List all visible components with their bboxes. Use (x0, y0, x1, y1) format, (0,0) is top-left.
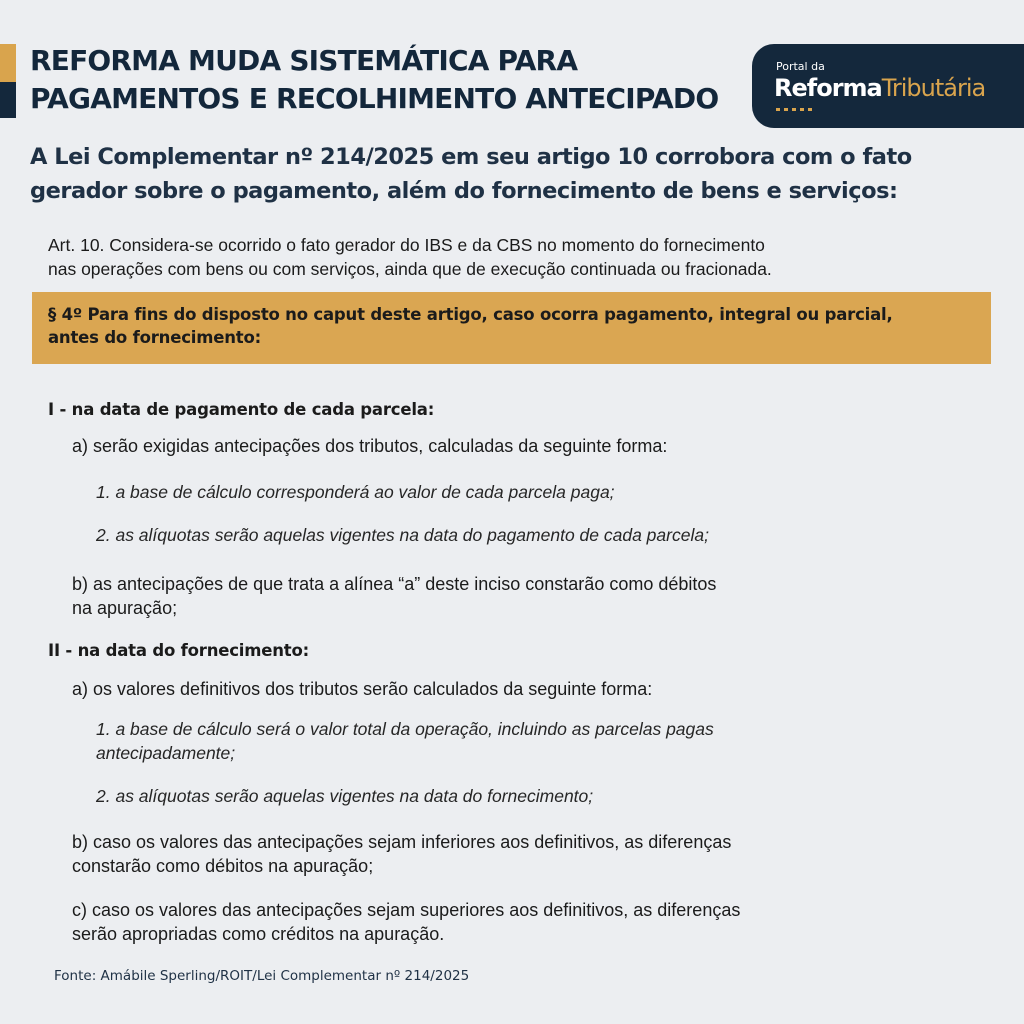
inciso-2-item-2: 2. as alíquotas serão aquelas vigentes na data do fornecimento; (96, 786, 594, 806)
logo-word-tributaria: Tributária (881, 74, 986, 102)
inciso-1-alinea-b-line2: na apuração; (72, 598, 178, 618)
inciso-2-alinea-c (72, 898, 740, 946)
logo-wordmark (774, 74, 985, 102)
inciso-2-alinea-b-line1: b) caso os valores das antecipações sejam inferiores aos definitivos, as diferenças (72, 832, 732, 852)
inciso-2-alinea-a: a) os valores definitivos dos tributos serão calculados da seguinte forma: (72, 679, 653, 699)
inciso-1-alinea-a: a) serão exigidas antecipações dos tributos, calculadas da seguinte forma: (72, 436, 668, 456)
subtitle-line1: A Lei Complementar nº 214/2025 em seu artigo 10 corrobora com o fato (30, 144, 912, 170)
portal-logo (752, 44, 1024, 128)
logo-word-reforma: Reforma (774, 74, 882, 102)
article-10-text (48, 233, 968, 281)
source-credit: Fonte: Amábile Sperling/ROIT/Lei Complementar nº 214/2025 (54, 968, 470, 984)
inciso-2-heading: II - na data do fornecimento: (48, 641, 310, 660)
inciso-1-item-2: 2. as alíquotas serão aquelas vigentes na data do pagamento de cada parcela; (96, 525, 709, 545)
title-accent-bar (0, 44, 16, 118)
inciso-2-alinea-c-line1: c) caso os valores das antecipações sejam superiores aos definitivos, as diferenças (72, 900, 741, 920)
inciso-1-alinea-b (72, 572, 716, 620)
inciso-2-alinea-c-line2: serão apropriadas como créditos na apuração. (72, 924, 445, 944)
paragraph-4-highlight (32, 292, 991, 364)
article-line2: nas operações com bens ou com serviços, ainda que de execução continuada ou fracionada. (48, 259, 772, 279)
paragraph-4-line2: antes do fornecimento: (48, 328, 261, 347)
accent-bar-navy (0, 82, 16, 118)
inciso-2-alinea-b-line2: constarão como débitos na apuração; (72, 856, 374, 876)
inciso-2-item-1 (96, 717, 714, 765)
page-title-line1: REFORMA MUDA SISTEMÁTICA PARA (30, 44, 578, 77)
inciso-1-heading: I - na data de pagamento de cada parcela: (48, 400, 435, 419)
article-line1: Art. 10. Considera-se ocorrido o fato gerador do IBS e da CBS no momento do fornecimento (48, 235, 765, 255)
inciso-2-alinea-b (72, 830, 731, 878)
subtitle-line2: gerador sobre o pagamento, além do fornecimento de bens e serviços: (30, 178, 898, 204)
inciso-2-item-1-line1: 1. a base de cálculo será o valor total da operação, incluindo as parcelas pagas (96, 719, 714, 739)
subtitle (30, 140, 990, 208)
logo-small-text: Portal da (776, 60, 825, 73)
inciso-1-item-1: 1. a base de cálculo corresponderá ao valor de cada parcela paga; (96, 482, 615, 502)
inciso-2-item-1-line2: antecipadamente; (96, 743, 236, 763)
page-title-line2: PAGAMENTOS E RECOLHIMENTO ANTECIPADO (30, 82, 719, 115)
page-title (30, 42, 718, 118)
logo-dotted-underline (776, 108, 816, 111)
paragraph-4-line1: § 4º Para fins do disposto no caput deste artigo, caso ocorra pagamento, integral ou parcial, (48, 305, 893, 324)
inciso-1-alinea-b-line1: b) as antecipações de que trata a alínea “a” deste inciso constarão como débitos (72, 574, 717, 594)
accent-bar-gold (0, 44, 16, 82)
